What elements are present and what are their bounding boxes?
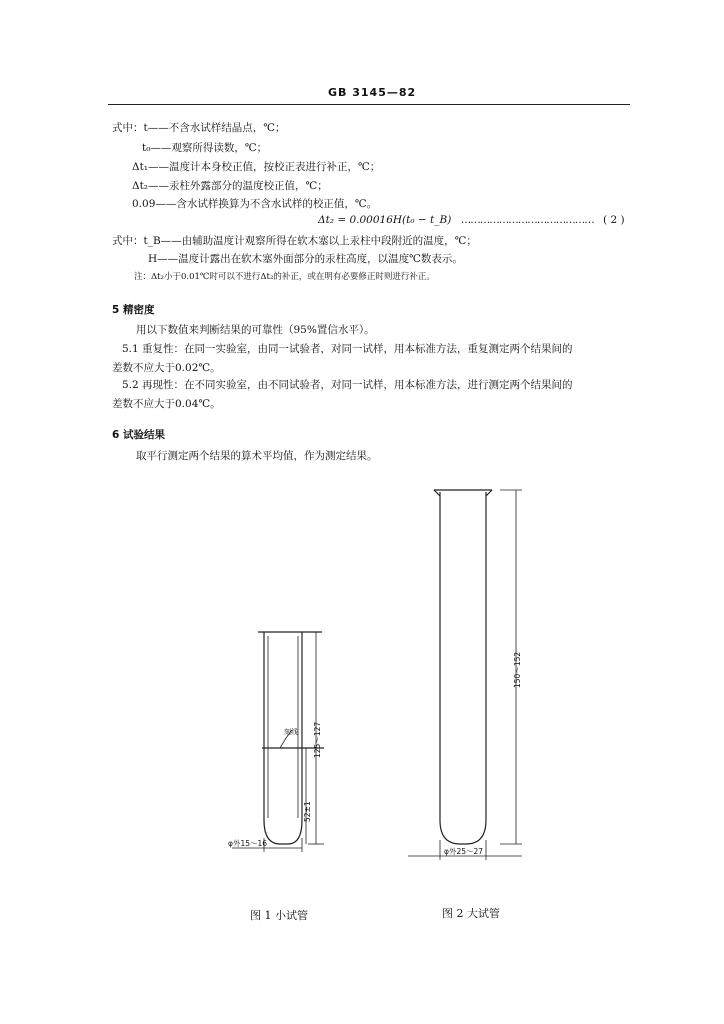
fig2-diameter-dim: φ外25～27 xyxy=(444,847,484,856)
section-5-2-line1: 5.2 再现性：在不同实验室，由不同试验者，对同一试样，用本标准方法，进行测定两个结果间的 xyxy=(122,379,573,391)
fig2-caption: 图 2 大试管 xyxy=(442,907,500,920)
standard-code: GB 3145—82 xyxy=(328,86,417,99)
fig1-height-dim: 125～127 xyxy=(313,721,322,758)
fig1-mark-label: 刻线 xyxy=(284,728,298,736)
formula-number: ( 2 ) xyxy=(603,214,625,226)
fig1-caption: 图 1 小试管 xyxy=(250,909,308,922)
def-t: 式中：t——不含水试样结晶点，℃； xyxy=(112,122,286,134)
def-009: 0.09——含水试样换算为不含水试样的校正值，℃。 xyxy=(132,198,378,210)
section-5-intro: 用以下数值来判断结果的可靠性（95%置信水平）。 xyxy=(136,324,375,336)
fig1-diameter-dim: φ外15～16 xyxy=(228,839,268,848)
def-h: H——温度计露出在软木塞外面部分的汞柱高度，以温度℃数表示。 xyxy=(148,253,463,265)
def-t0: t₀——观察所得读数，℃； xyxy=(142,142,268,154)
fig1-liquid-dim: 52±1 xyxy=(303,801,312,822)
def-tb: 式中：t_B——由辅助温度计观察所得在软木塞以上汞柱中段附近的温度，℃； xyxy=(112,235,477,247)
section-6-text: 取平行测定两个结果的算术平均值，作为测定结果。 xyxy=(136,450,378,462)
def-dt1: Δt₁——温度计本身校正值，按校正表进行补正，℃； xyxy=(132,161,381,173)
section-5-1-line2: 差数不应大于0.02℃。 xyxy=(112,362,221,374)
section-6-title: 6 试验结果 xyxy=(112,429,165,441)
def-dt2: Δt₂——汞柱外露部分的温度校正值，℃； xyxy=(132,180,328,192)
section-5-title: 5 精密度 xyxy=(112,304,155,316)
fig2-height-dim: 150～152 xyxy=(513,651,522,688)
note: 注：Δt₂小于0.01℃时可以不进行Δt₂的补正，或在明有必要修正时则进行补正。 xyxy=(134,272,435,282)
formula-dots: …………………………………… xyxy=(460,214,594,226)
section-5-2-line2: 差数不应大于0.04℃。 xyxy=(112,398,221,410)
formula-text: Δt₂ = 0.00016H(t₀ − t_B) xyxy=(318,214,452,226)
large-test-tube xyxy=(408,490,522,860)
section-5-1-line1: 5.1 重复性：在同一实验室，由同一试验者，对同一试样，用本标准方法，重复测定两个结果间的 xyxy=(122,343,573,355)
